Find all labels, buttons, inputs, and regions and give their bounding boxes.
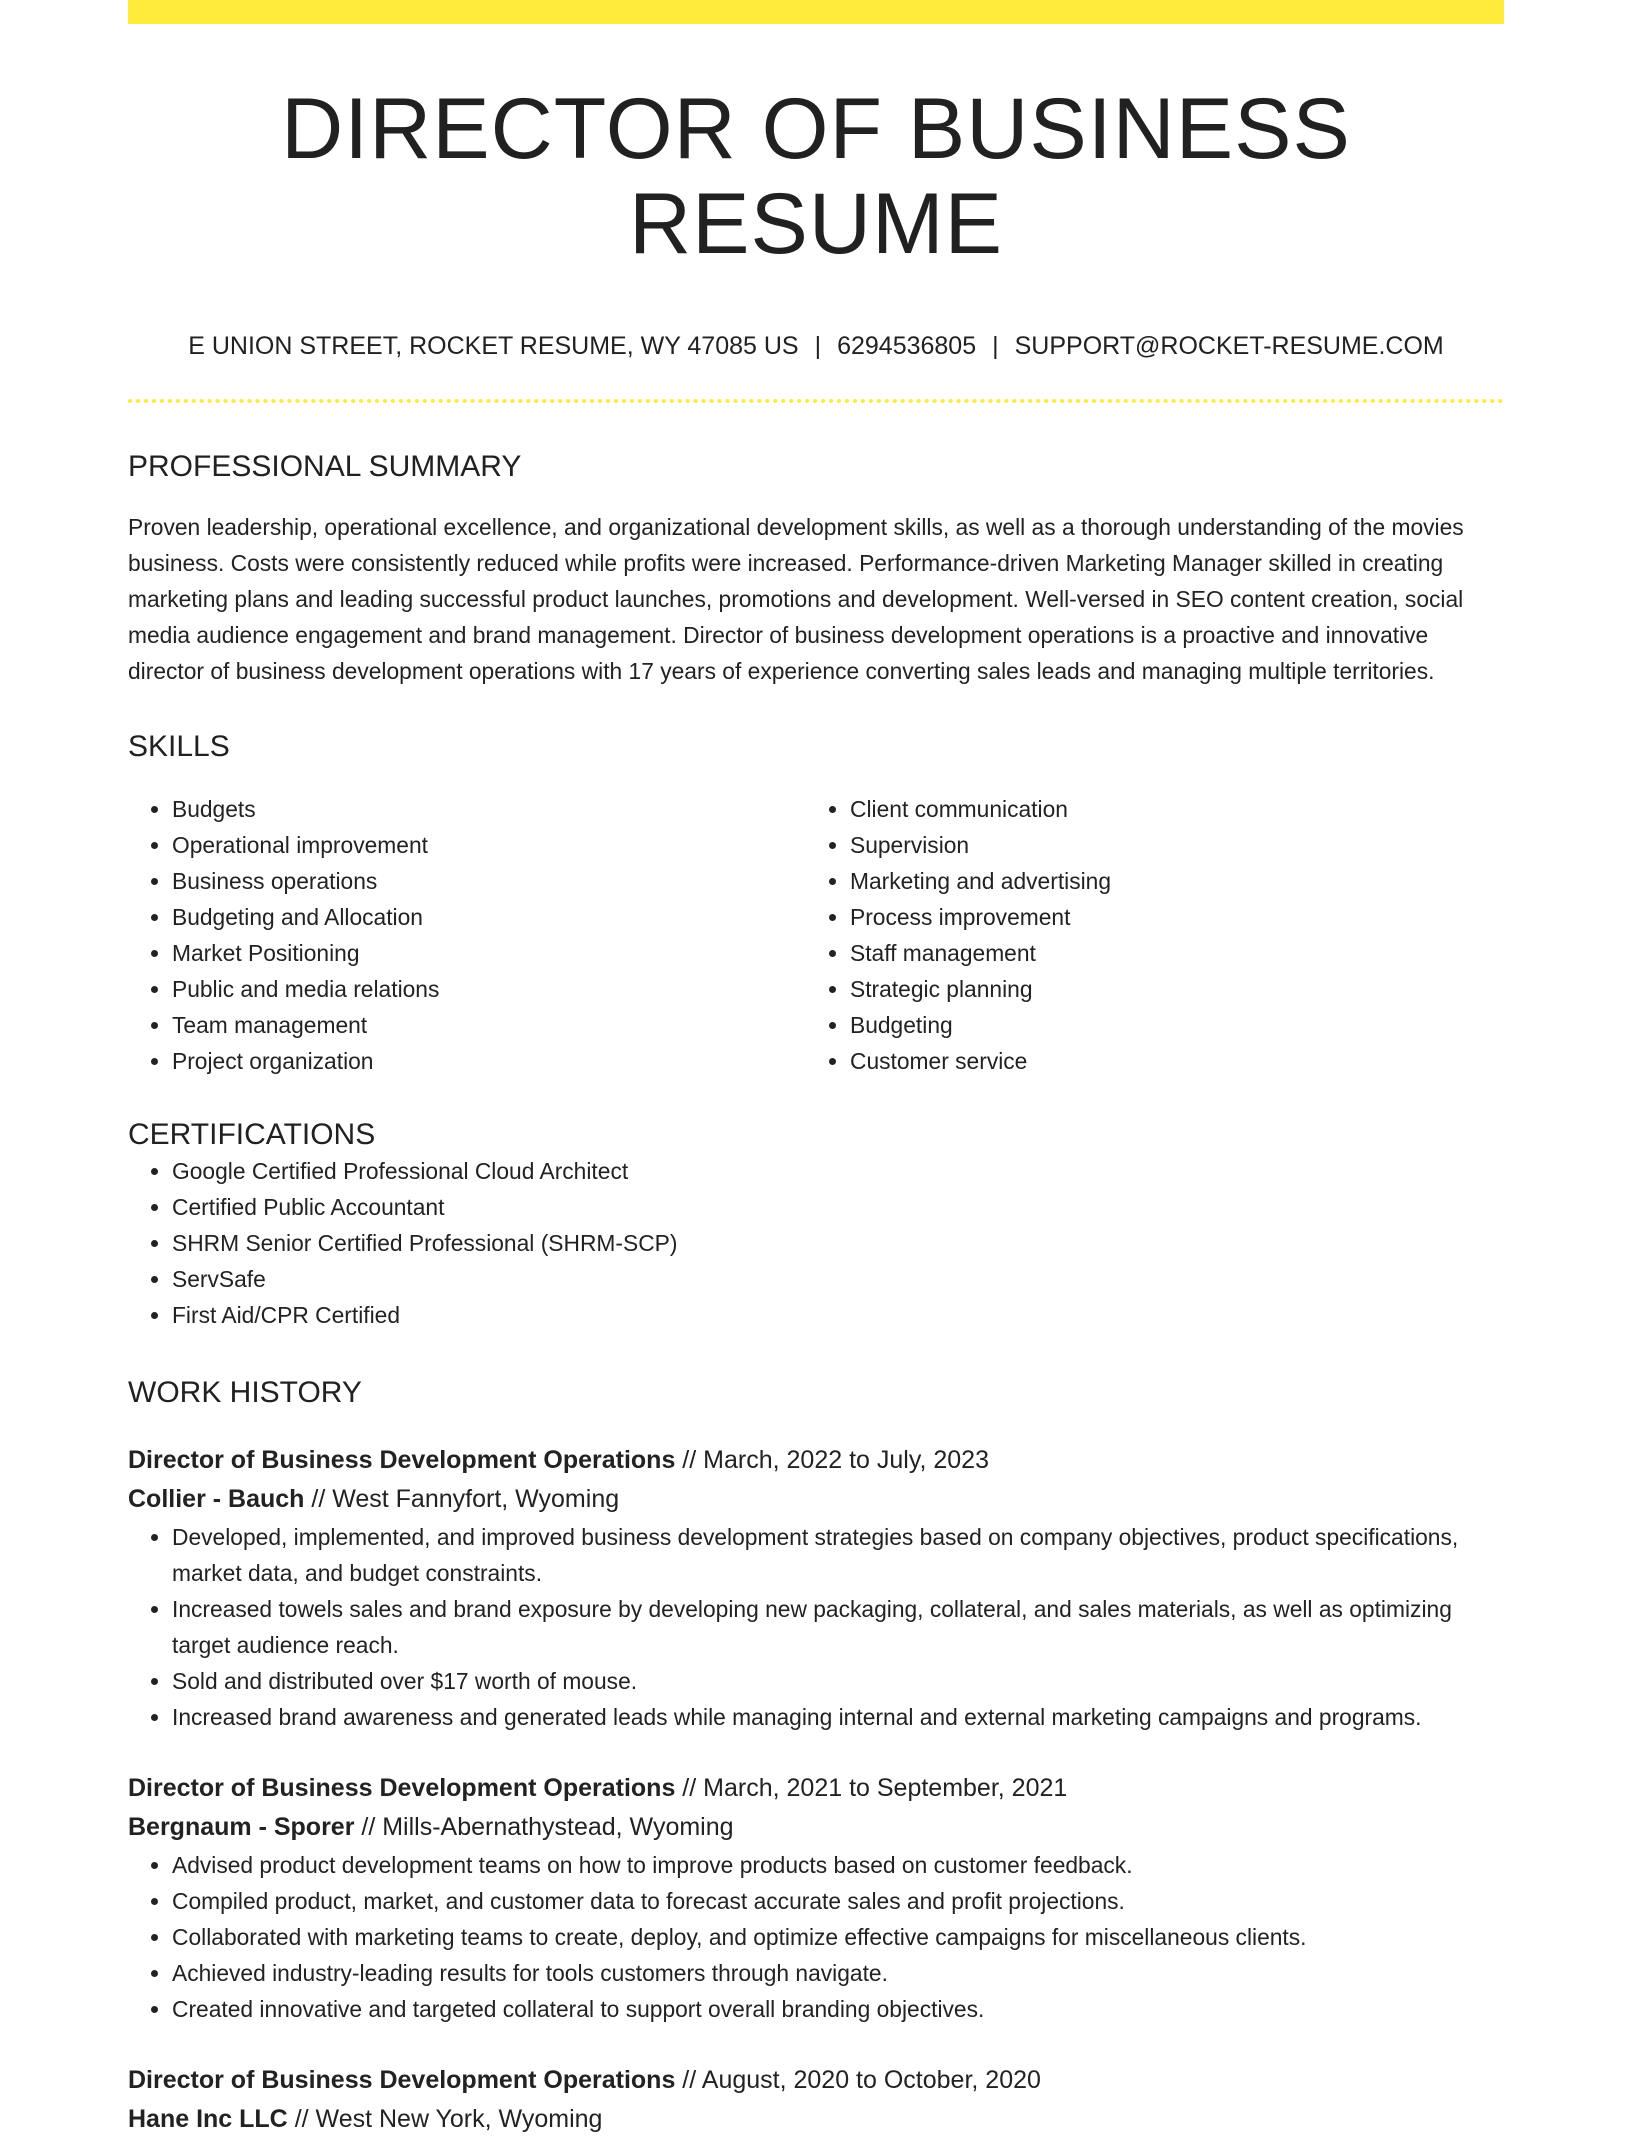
- skill-item: • Budgets: [172, 791, 806, 827]
- job-duty-item: • Increased towels sales and brand exposure by developing new packaging, collateral, and sales materials, as well as optimizing target audience reach.: [172, 1591, 1504, 1663]
- contact-phone: 6294536805: [837, 332, 977, 361]
- job-title: Director of Business Development Operations: [128, 1446, 676, 1475]
- skill-item: • Budgeting and Allocation: [172, 899, 806, 935]
- job-location: West New York, Wyoming: [315, 2105, 603, 2134]
- job-entry: [128, 1441, 1504, 1735]
- skill-item: • Process improvement: [850, 899, 1484, 935]
- contact-email: SUPPORT@ROCKET-RESUME.COM: [1014, 332, 1444, 361]
- skills-column-right: [806, 791, 1484, 1079]
- job-company-line: [128, 1808, 1504, 1847]
- skill-item: • Project organization: [172, 1043, 806, 1079]
- certification-item: • First Aid/CPR Certified: [172, 1297, 1504, 1333]
- job-duty-item: • Increased brand awareness and generated leads while managing internal and external marketing campaigns and programs.: [172, 1699, 1504, 1735]
- skill-item: • Operational improvement: [172, 827, 806, 863]
- job-duty-item: • Advised product development teams on how to improve products based on customer feedback.: [172, 1847, 1504, 1883]
- job-title: Director of Business Development Operations: [128, 2066, 676, 2095]
- job-location: West Fannyfort, Wyoming: [332, 1485, 620, 1514]
- skill-item: • Business operations: [172, 863, 806, 899]
- certification-item: • Certified Public Accountant: [172, 1189, 1504, 1225]
- job-title-line: [128, 1441, 1504, 1480]
- skill-item: • Marketing and advertising: [850, 863, 1484, 899]
- job-duty-item: • Achieved industry-leading results for tools customers through navigate.: [172, 1955, 1504, 1991]
- contact-line: [128, 331, 1504, 361]
- section-heading-work-history: WORK HISTORY: [128, 1376, 362, 1410]
- contact-separator: |: [814, 332, 822, 361]
- job-company: Hane Inc LLC: [128, 2105, 288, 2134]
- job-duty-item: • Collaborated with marketing teams to create, deploy, and optimize effective campaigns for miscellaneous clients.: [172, 1919, 1504, 1955]
- skill-item: • Budgeting: [850, 1007, 1484, 1043]
- resume-page: [128, 0, 1504, 2139]
- skill-item: • Strategic planning: [850, 971, 1484, 1007]
- skill-item: • Client communication: [850, 791, 1484, 827]
- section-heading-certifications: CERTIFICATIONS: [128, 1118, 376, 1152]
- date-separator: //: [304, 1485, 333, 1514]
- job-location: Mills-Abernathystead, Wyoming: [382, 1813, 734, 1842]
- job-dates: March, 2021 to September, 2021: [703, 1774, 1068, 1803]
- date-separator: //: [354, 1813, 383, 1842]
- job-duties-list: [128, 1847, 1504, 2027]
- job-title: Director of Business Development Operations: [128, 1774, 676, 1803]
- skill-item: • Team management: [172, 1007, 806, 1043]
- job-title-line: [128, 1769, 1504, 1808]
- job-duty-item: • Compiled product, market, and customer data to forecast accurate sales and profit projections.: [172, 1883, 1504, 1919]
- skills-column-left: [128, 791, 806, 1079]
- resume-title: DIRECTOR OF BUSINESS RESUME: [281, 81, 1351, 272]
- skill-item: • Customer service: [850, 1043, 1484, 1079]
- job-duty-item: • Created innovative and targeted collateral to support overall branding objectives.: [172, 1991, 1504, 2027]
- job-company: Collier - Bauch: [128, 1485, 305, 1514]
- job-title-line: [128, 2061, 1504, 2100]
- date-separator: //: [675, 2066, 702, 2095]
- certification-item: • Google Certified Professional Cloud Architect: [172, 1153, 1504, 1189]
- job-company: Bergnaum - Sporer: [128, 1813, 355, 1842]
- dotted-divider: [128, 399, 1504, 403]
- certification-item: • SHRM Senior Certified Professional (SHRM-SCP): [172, 1225, 1504, 1261]
- job-duty-item: • Sold and distributed over $17 worth of mouse.: [172, 1663, 1504, 1699]
- job-duties-list: [128, 1519, 1504, 1735]
- job-company-line: [128, 1480, 1504, 1519]
- skills-grid: [128, 791, 1504, 1079]
- job-entry: [128, 2061, 1504, 2139]
- date-separator: //: [675, 1774, 704, 1803]
- accent-bar: [128, 0, 1504, 24]
- section-heading-skills: SKILLS: [128, 730, 230, 764]
- job-entry: [128, 1769, 1504, 2027]
- skill-item: • Public and media relations: [172, 971, 806, 1007]
- date-separator: //: [675, 1446, 704, 1475]
- section-heading-summary: PROFESSIONAL SUMMARY: [128, 450, 522, 484]
- job-dates: August, 2020 to October, 2020: [701, 2066, 1041, 2095]
- job-dates: March, 2022 to July, 2023: [703, 1446, 989, 1475]
- skill-item: • Staff management: [850, 935, 1484, 971]
- contact-separator: |: [992, 332, 999, 361]
- contact-address: E UNION STREET, ROCKET RESUME, WY 47085 US: [188, 332, 799, 361]
- certification-item: • ServSafe: [172, 1261, 1504, 1297]
- certifications-list: [128, 1153, 1504, 1333]
- skill-item: • Market Positioning: [172, 935, 806, 971]
- job-duty-item: • Developed, implemented, and improved business development strategies based on company objectives, product specifications, market data, and budget constraints.: [172, 1519, 1504, 1591]
- date-separator: //: [287, 2105, 316, 2134]
- summary-text: Proven leadership, operational excellence, and organizational development skills, as well as a thorough understanding of the movies business. Costs were consistently reduced while profits were increased. Performance-driven Marketing Manager skilled in creating marketing plans and leading successful product launches, promotions and development. Well-versed in SEO content creation, social media audience engagement and brand management. Director of business development operations is a proactive and innovative director of business development operations with 17 years of experience converting sales leads and managing multiple territories.: [128, 514, 1464, 685]
- job-company-line: [128, 2100, 1504, 2139]
- skill-item: • Supervision: [850, 827, 1484, 863]
